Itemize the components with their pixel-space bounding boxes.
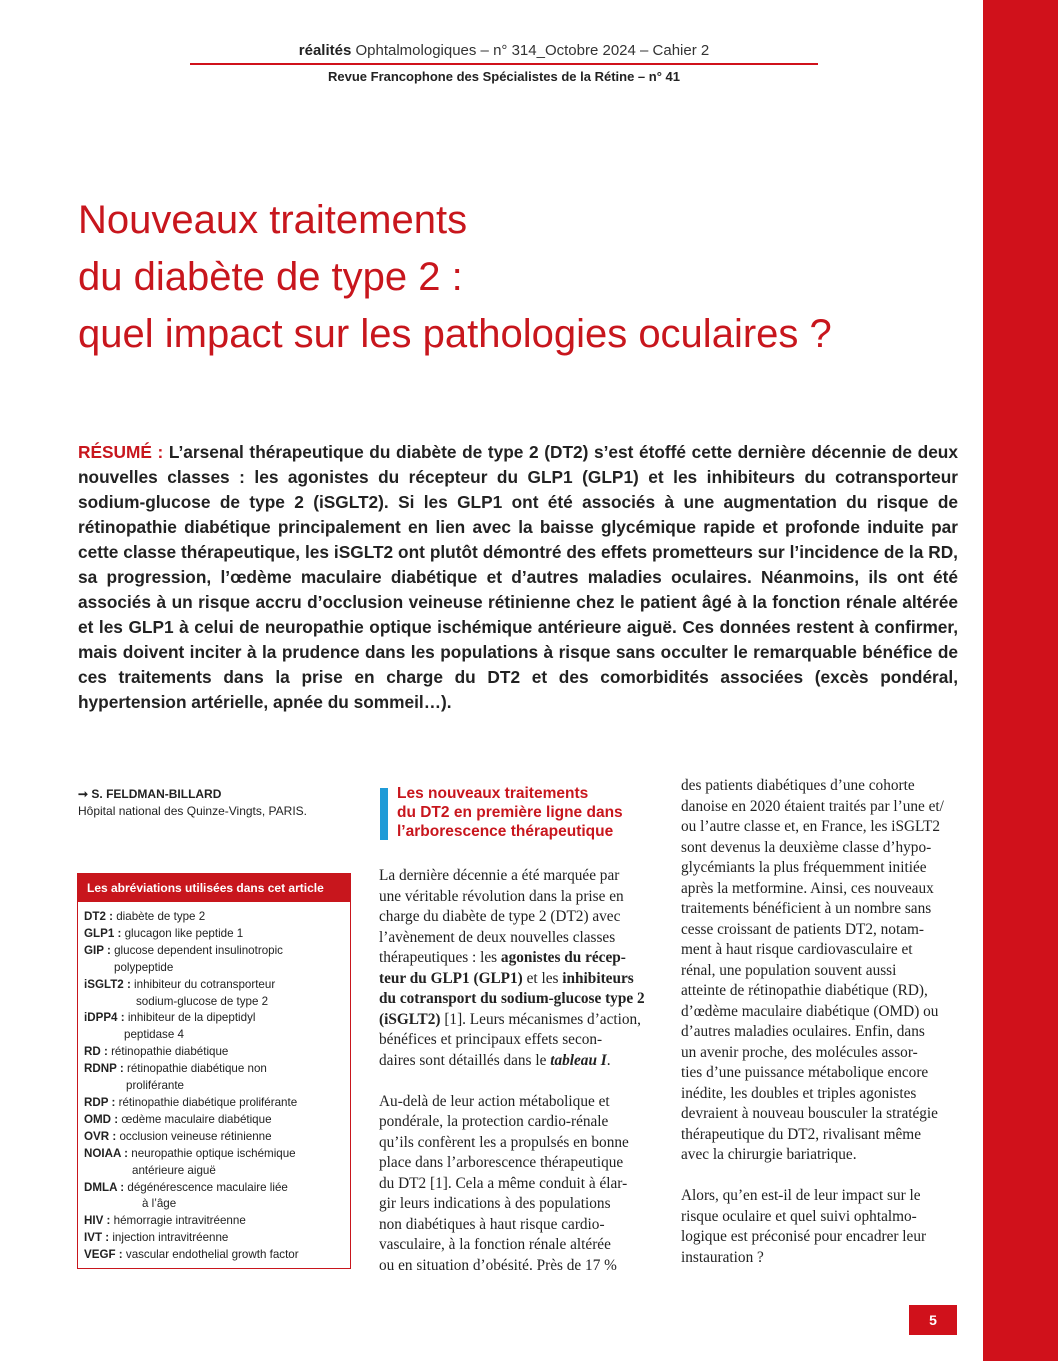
abbreviation-definition: injection intravitréenne	[112, 1231, 229, 1245]
text-line: sont devenus la deuxième classe d’hypo-	[681, 838, 932, 856]
abbreviation-item	[84, 1247, 344, 1264]
text-line: rénal, une population souvent aussi	[681, 961, 897, 979]
abstract-text: L’arsenal thérapeutique du diabète de type 2 (DT2) s’est étoffé cette dernière décennie de deux nouvelles classes : les agonistes du récepteur du GLP1 (GLP1) et les inhibiteurs du cotransporteur sodium-glucose de type 2 (iSGLT2). Si les GLP1 ont été associés à une augmentation du risque de rétinopathie diabétique principalement en lien avec la baisse glycémique rapide et profonde induite par cette classe thérapeutique, les iSGLT2 ont plutôt démontré des effets prometteurs sur l’incidence de la RD, sa progression, l’œdème maculaire diabétique et d’autres maladies oculaires. Néanmoins, ils ont été associés à un risque accru d’occlusion veineuse rétinienne chez le patient âgé à la fonction rénale altérée et les GLP1 à celui de neuropathie optique ischémique antérieure aiguë. Ces données restent à confirmer, mais doivent inciter à la prudence dans les populations à risque sans occulter le remarquable bénéfice de ces traitements dans la prise en charge du DT2 et des comorbidités associées (excès pondéral, hypertension artérielle, apnée du sommeil…).	[78, 442, 958, 712]
abbreviation-key: IVT :	[84, 1231, 110, 1245]
body-column-3	[681, 776, 958, 1268]
text-line: une véritable révolution dans la prise en	[379, 887, 624, 905]
text-line: ou en situation d’obésité. Près de 17 %	[379, 1256, 617, 1274]
author-name-text: S. FELDMAN-BILLARD	[91, 787, 222, 801]
paragraph-gap	[379, 1071, 656, 1092]
text-line: du DT2 [1]. Cela a même conduit à élar-	[379, 1174, 628, 1192]
abbreviation-item	[84, 1112, 344, 1129]
text-line: inédite, les doubles et triples agonistes	[681, 1084, 917, 1102]
abbreviation-key: DT2 :	[84, 910, 113, 923]
abstract	[78, 440, 958, 715]
body-column-2	[379, 866, 656, 1276]
text-line: Au-delà de leur action métabolique et	[379, 1092, 610, 1110]
abbreviation-key: iSGLT2 :	[84, 977, 131, 991]
text-line: thérapeutique du DT2, rivalisant même	[681, 1125, 921, 1143]
text-line: bénéfices et principaux effets secon-	[379, 1031, 603, 1048]
paragraph-gap	[681, 1166, 958, 1187]
section-title-line: du DT2 en première ligne dans	[397, 804, 623, 821]
text-line: glycémiants la plus fréquemment initiée	[681, 859, 927, 876]
text-line: ties d’une puissance métabolique encore	[681, 1064, 929, 1081]
text-line: vasculaire, à la fonction rénale altérée	[379, 1236, 611, 1253]
section-title	[397, 784, 623, 841]
abbreviation-definition: œdème maculaire diabétique	[121, 1112, 272, 1126]
text-line: du cotransport du sodium-glucose type 2	[379, 990, 645, 1007]
author-affiliation: Hôpital national des Quinze-Vingts, PARIS.	[78, 804, 308, 818]
abbreviation-key: iDPP4 :	[84, 1011, 125, 1025]
text-line: (iSGLT2) [1]. Leurs mécanismes d’action,	[379, 1010, 641, 1028]
abbreviation-item	[84, 1230, 344, 1247]
section-marker-bar	[380, 788, 388, 840]
abbreviation-definition: rétinopathie diabétique proliférante	[118, 1095, 298, 1109]
abbreviation-key: RDNP :	[84, 1062, 124, 1076]
abbreviation-definition: inhibiteur de la dipeptidyl	[127, 1011, 256, 1025]
journal-issue: Ophtalmologiques – n° 314_Octobre 2024 – Cahier 2	[355, 42, 710, 59]
text-line: ou l’autre classe et, en France, les iSGLT2	[681, 818, 940, 835]
abbreviation-definition-continued: antérieure aiguë	[132, 1163, 216, 1177]
text-line: daires sont détaillés dans le tableau I.	[379, 1051, 611, 1069]
author-name	[78, 787, 221, 801]
title-line: quel impact sur les pathologies oculaires ?	[78, 312, 832, 356]
abbreviation-definition: inhibiteur du cotransporteur	[134, 977, 276, 991]
abbreviation-definition: rétinopathie diabétique	[111, 1045, 229, 1059]
abbreviation-item	[84, 1129, 344, 1146]
abbreviation-item	[84, 1095, 344, 1112]
abbreviation-definition-continued: peptidase 4	[124, 1028, 184, 1042]
abbreviation-key: RDP :	[84, 1095, 116, 1109]
text-line: place dans l’arborescence thérapeutique	[379, 1154, 624, 1171]
header-rule	[190, 63, 818, 65]
text-line: avec la chirurgie bariatrique.	[681, 1146, 857, 1163]
abbreviation-item	[84, 1044, 344, 1061]
text-line: traitements bénéficient à un nombre sans	[681, 900, 932, 917]
text-line: devraient à nouveau bousculer la stratégie	[681, 1105, 938, 1122]
text-line: La dernière décennie a été marquée par	[379, 867, 620, 884]
abbreviation-definition: glucagon like peptide 1	[124, 926, 244, 940]
text-line: non diabétiques à haut risque cardio-	[379, 1215, 605, 1233]
abbreviation-key: GLP1 :	[84, 926, 122, 940]
abbreviation-item	[84, 1180, 344, 1197]
abbreviation-key: OVR :	[84, 1129, 117, 1143]
abbreviation-definition-continued: à l’âge	[142, 1197, 177, 1211]
abbreviation-item	[84, 1146, 344, 1163]
side-accent-band	[983, 0, 1058, 1361]
abbreviation-key: HIV :	[84, 1214, 111, 1228]
abbreviation-item	[84, 909, 344, 926]
text-line: thérapeutiques : les agonistes du récep-	[379, 949, 626, 966]
abbreviation-key: GIP :	[84, 943, 111, 957]
text-line: ment à haut risque cardiovasculaire et	[681, 941, 913, 958]
text-line: gir leurs indications à des populations	[379, 1195, 611, 1212]
section-title-line: Les nouveaux traitements	[397, 785, 589, 802]
text-line: teur du GLP1 (GLP1) et les inhibiteurs	[379, 969, 634, 987]
section-title-line: l’arborescence thérapeutique	[397, 823, 614, 840]
abstract-label: RÉSUMÉ :	[78, 442, 164, 462]
journal-brand: réalités	[298, 42, 352, 59]
text-line: d’œdème maculaire diabétique (OMD) ou	[681, 1002, 939, 1020]
abbreviations-list	[78, 902, 350, 1264]
title-line: Nouveaux traitements	[78, 198, 468, 242]
text-line: des patients diabétiques d’une cohorte	[681, 777, 915, 794]
abbreviation-definition-continued: proliférante	[126, 1079, 185, 1093]
text-line: un avenir proche, des molécules assor-	[681, 1043, 918, 1061]
abbreviation-item	[84, 943, 344, 960]
page-number: 5	[909, 1305, 957, 1335]
abbreviation-key: DMLA :	[84, 1180, 125, 1194]
abbreviation-definition: dégénérescence maculaire liée	[127, 1180, 288, 1194]
title-line: du diabète de type 2 :	[78, 255, 463, 299]
abbreviation-item	[84, 977, 344, 994]
text-line: pondérale, la protection cardio-rénale	[379, 1113, 609, 1130]
abbreviation-definition: occlusion veineuse rétinienne	[119, 1129, 272, 1143]
text-line: risque oculaire et quel suivi ophtalmo-	[681, 1207, 917, 1225]
abbreviations-box	[77, 873, 351, 1269]
text-line: l’avènement de deux nouvelles classes	[379, 928, 616, 946]
arrow-icon: ➞	[78, 787, 89, 801]
text-line: Alors, qu’en est-il de leur impact sur le	[681, 1187, 921, 1204]
text-line: d’autres maladies oculaires. Enfin, dans	[681, 1023, 925, 1040]
abbreviation-item	[84, 1213, 344, 1230]
abbreviation-definition: neuropathie optique ischémique	[131, 1146, 296, 1160]
abbreviation-key: VEGF :	[84, 1248, 123, 1262]
abbreviation-key: OMD :	[84, 1112, 119, 1126]
text-line: logique est préconisé pour encadrer leur	[681, 1228, 927, 1245]
abbreviation-item	[84, 1061, 344, 1078]
text-line: instauration ?	[681, 1248, 764, 1266]
text-line: danoise en 2020 étaient traités par l’une et/	[681, 797, 944, 815]
abbreviation-key: NOIAA :	[84, 1146, 129, 1160]
abbreviation-definition: vascular endothelial growth factor	[125, 1248, 299, 1262]
abbreviation-definition-continued: polypeptide	[114, 960, 174, 974]
abbreviation-definition: rétinopathie diabétique non	[126, 1062, 267, 1076]
abbreviation-item	[84, 1010, 344, 1027]
abbreviation-item	[84, 926, 344, 943]
abbreviations-heading: Les abréviations utilisées dans cet article	[78, 874, 350, 902]
text-line: après la metformine. Ainsi, ces nouveaux	[681, 879, 934, 897]
journal-subtitle: Revue Francophone des Spécialistes de la Rétine – n° 41	[328, 69, 680, 84]
abbreviation-definition: hémorragie intravitréenne	[113, 1214, 246, 1228]
journal-header	[190, 42, 818, 59]
abbreviation-definition-continued: sodium-glucose de type 2	[136, 994, 269, 1008]
text-line: charge du diabète de type 2 (DT2) avec	[379, 908, 621, 925]
article-title	[78, 192, 832, 363]
abbreviation-definition: glucose dependent insulinotropic	[114, 943, 283, 957]
abbreviation-definition: diabète de type 2	[116, 910, 206, 923]
abbreviation-key: RD :	[84, 1045, 108, 1059]
text-line: qu’ils confèrent les a propulsés en bonne	[379, 1133, 629, 1151]
text-line: atteinte de rétinopathie diabétique (RD),	[681, 982, 928, 999]
text-line: cesse croissant de patients DT2, notam-	[681, 920, 924, 938]
